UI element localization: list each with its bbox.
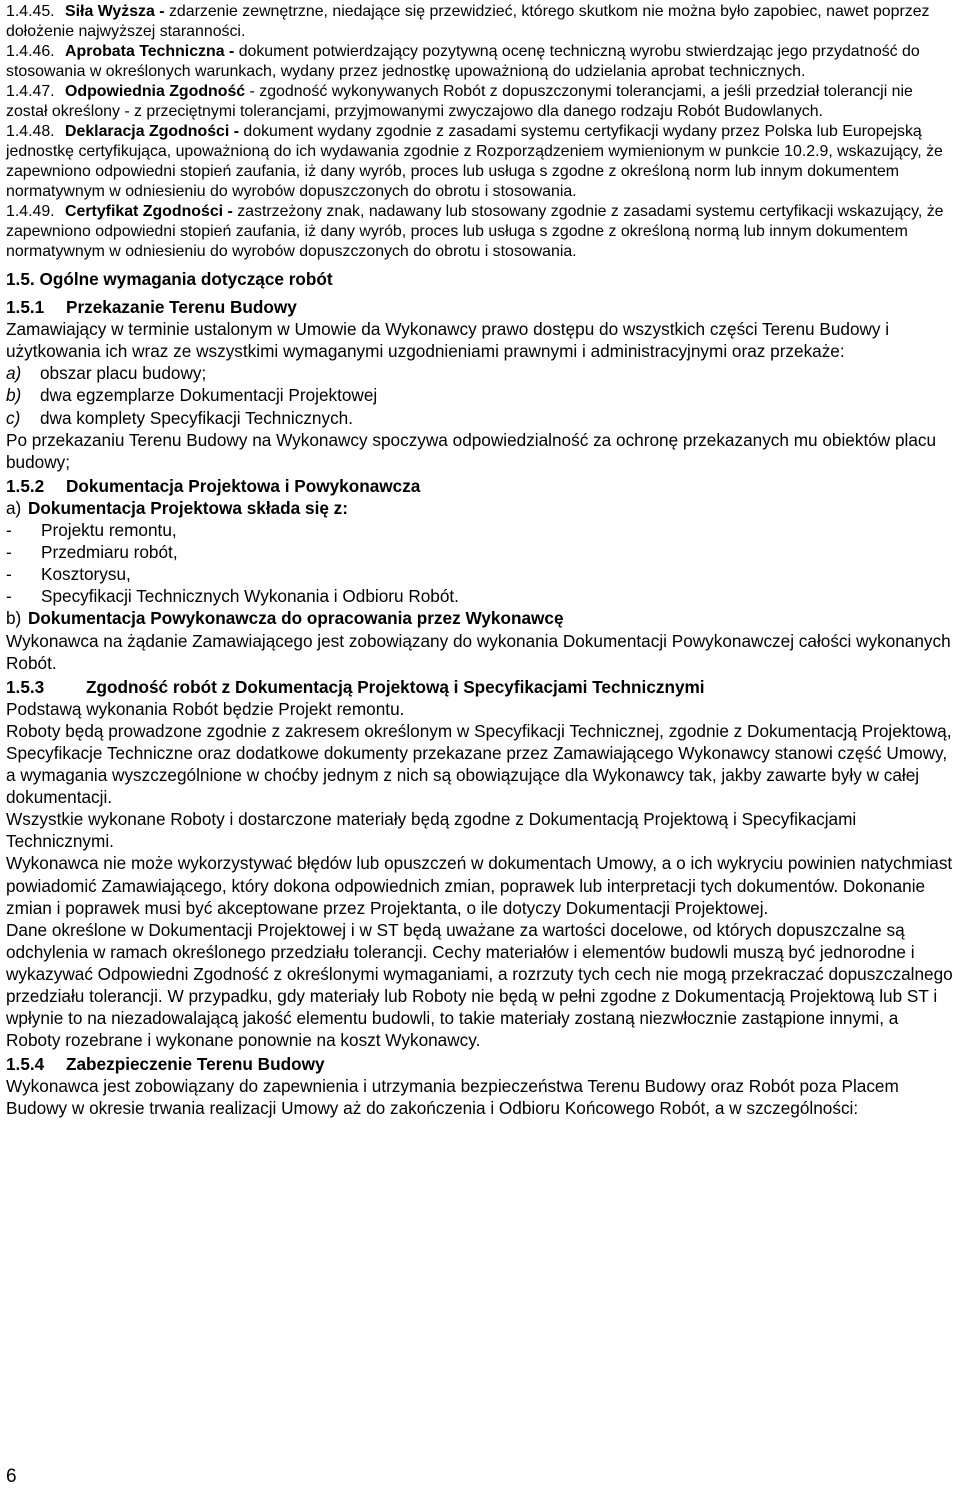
list-text: obszar placu budowy; — [40, 363, 207, 384]
section-number: 1.5.4 — [6, 1054, 45, 1075]
section-title: Zgodność robót z Dokumentacją Projektową i Specyfikacjami Technicznymi — [86, 676, 705, 697]
section-title: Przekazanie Terenu Budowy — [66, 297, 297, 318]
list-label: a) — [6, 363, 22, 384]
list-item — [6, 407, 956, 429]
dash-marker: - — [6, 564, 12, 585]
definition-term: Certyfikat Zgodności - — [65, 203, 233, 220]
list-text: dwa komplety Specyfikacji Technicznych. — [40, 407, 354, 428]
dash-text: Przedmiaru robót, — [41, 542, 178, 563]
subsection-heading — [6, 1053, 956, 1075]
subsection-heading — [6, 296, 956, 318]
dash-item — [6, 563, 956, 585]
paragraph: Wykonawca nie może wykorzystywać błędów lub opuszczeń w dokumentach Umowy, a o ich wykryciu powinien natychmiast powiadomić Zamawiającego, który dokona odpowiednich zmian, poprawek lub interpretacji tych dokumentów. Dokonanie zmian i poprawek musi być akceptowane przez Projektanta, o ile dotyczy Dokumentacji Projektowej. — [6, 853, 953, 918]
definition-item — [6, 82, 956, 122]
dash-text: Kosztorysu, — [41, 564, 131, 585]
list-label: a) — [6, 497, 22, 518]
paragraph: Zamawiający w terminie ustalonym w Umowie da Wykonawcy prawo dostępu do wszystkich części Terenu Budowy i użytkowania ich wraz ze wszystkimi wymaganymi uzgodnieniami prawnymi i administracyjnymi oraz przekaże: — [6, 319, 890, 362]
paragraph: Wszystkie wykonane Roboty i dostarczone materiały będą zgodne z Dokumentacją Projektową i Specyfikacjami Technicznymi. — [6, 809, 857, 852]
section-number: 1.5.2 — [6, 475, 45, 496]
section-heading — [6, 268, 956, 290]
definition-text: - zgodność wykonywanych Robót z dopuszczonymi tolerancjami, a jeśli przedział tolerancji nie został określony - z przeciętnymi tolerancjami, przyjmowanymi zwyczajowo dla danego rodzaju Robót Budowlanych. — [6, 83, 913, 120]
definition-item — [6, 202, 956, 262]
paragraph: Wykonawca jest zobowiązany do zapewnienia i utrzymania bezpieczeństwa Terenu Budowy oraz Robót poza Placem Budowy w okresie trwania realizacji Umowy aż do zakończenia i Odbioru Końcowego Robót, a w szczególności: — [6, 1076, 899, 1119]
definition-term: Odpowiednia Zgodność — [65, 83, 246, 100]
dash-item — [6, 519, 956, 541]
main-sections — [6, 268, 956, 1120]
definition-text: dokument potwierdzający pozytywną ocenę techniczną wyrobu stwierdzając jego przydatność do stosowania w określonych warunkach, wydany przez jednostkę upoważnioną do udzielania aprobat technicznych. — [6, 43, 920, 80]
section-number: 1.5.3 — [6, 676, 45, 697]
paragraph: Po przekazaniu Terenu Budowy na Wykonawcy spoczywa odpowiedzialność za ochronę przekazanych mu obiektów placu budowy; — [6, 429, 937, 472]
dash-marker: - — [6, 520, 12, 541]
paragraph: Wykonawca na żądanie Zamawiającego jest zobowiązany do wykonania Dokumentacji Powykonawczej całości wykonanych Robót. — [6, 630, 951, 673]
page-number: 6 — [6, 1466, 17, 1487]
definition-number: 1.4.49. — [6, 203, 55, 220]
section-title: Dokumentacja Projektowa i Powykonawcza — [66, 475, 421, 496]
list-heading — [6, 607, 956, 629]
section-title: Zabezpieczenie Terenu Budowy — [66, 1054, 325, 1075]
definition-number: 1.4.47. — [6, 83, 55, 100]
definition-term: Aprobata Techniczna - — [65, 43, 235, 60]
list-item — [6, 384, 956, 406]
definition-item — [6, 2, 956, 42]
definition-text: zdarzenie zewnętrzne, niedające się przewidzieć, którego skutkom nie można było zapobiec, nawet poprzez dołożenie najwyższej staranności. — [6, 3, 930, 40]
dash-item — [6, 541, 956, 563]
list-item — [6, 362, 956, 384]
list-label: b) — [6, 385, 22, 406]
document-content — [6, 0, 956, 1120]
paragraph: Roboty będą prowadzone zgodnie z zakresem określonym w Specyfikacji Technicznej, zgodnie z Dokumentacją Projektową, Specyfikacje Techniczne oraz dodatkowe dokumenty przekazane przez Zamawiającego Wykonawcy stanowi część Umowy, a wymagania wyszczególnione w choćby jednym z nich są obowiązujące dla Wykonawcy tak, jakby zawarte były w całej dokumentacji. — [6, 720, 952, 808]
definition-text: dokument wydany zgodnie z zasadami systemu certyfikacji wydany przez Polska lub Europejską jednostkę certyfikująca, upoważnioną do ich wydawania zgodnie z Rozporządzeniem wymienionym w punkcie 10.2.9, wskazujący, że zapewniono odpowiedni stopień zaufania, iż dany wyrób, proces lub usługa s zgodne z określoną norm lub innym dokumentem normatywnym w odniesieniu do wyrobów dopuszczonych do obrotu i stosowania. — [6, 123, 943, 200]
section-number: 1.5.1 — [6, 297, 45, 318]
paragraph: Podstawą wykonania Robót będzie Projekt remontu. — [6, 698, 405, 719]
paragraph: Dane określone w Dokumentacji Projektowej i w ST będą uważane za wartości docelowe, od których dopuszczalne są odchylenia w ramach określonego przedziału tolerancji. Cechy materiałów i elementów budowli muszą być jednorodne i wykazywać Odpowiedni Zgodność z określonymi wymaganiami, a rozrzuty tych cech nie mogą przekraczać dopuszczalnego przedziału tolerancji. W przypadku, gdy materiały lub Roboty nie będą w pełni zgodne z Dokumentacją Projektową lub ST i wpłynie to na niezadowalającą jakość elementu budowli, to takie materiały zostaną niezwłocznie zastąpione innymi, a Roboty rozebrane i wykonane ponownie na koszt Wykonawcy. — [6, 919, 953, 1051]
list-heading-title: Dokumentacja Projektowa składa się z: — [28, 497, 348, 518]
list-text: dwa egzemplarze Dokumentacji Projektowej — [40, 385, 378, 406]
definition-item — [6, 42, 956, 82]
list-label: b) — [6, 608, 22, 629]
dash-marker: - — [6, 542, 12, 563]
definition-text: zastrzeżony znak, nadawany lub stosowany zgodnie z zasadami systemu certyfikacji wskazujący, że zapewniono odpowiedni stopień zaufania, iż dany wyrób, proces lub usługa s zgodne z określoną normą lub innym dokumentem normatywnym w odniesieniu do wyrobów dopuszczonych do obrotu i stosowania. — [6, 203, 944, 260]
list-label: c) — [6, 407, 21, 428]
definition-number: 1.4.46. — [6, 43, 55, 60]
section-number: 1.5. — [6, 269, 35, 289]
subsection-heading — [6, 475, 956, 497]
dash-marker: - — [6, 586, 12, 607]
definitions-list — [6, 2, 956, 262]
dash-text: Projektu remontu, — [41, 520, 177, 541]
subsection-heading — [6, 676, 956, 698]
definition-term: Deklaracja Zgodności - — [65, 123, 239, 140]
definition-number: 1.4.45. — [6, 3, 55, 20]
definition-term: Siła Wyższa - — [65, 3, 165, 20]
list-heading-title: Dokumentacja Powykonawcza do opracowania przez Wykonawcę — [28, 608, 564, 629]
section-title: Ogólne wymagania dotyczące robót — [39, 269, 333, 289]
dash-text: Specyfikacji Technicznych Wykonania i Odbioru Robót. — [41, 586, 459, 607]
definition-item — [6, 122, 956, 202]
dash-item — [6, 585, 956, 607]
list-heading — [6, 497, 956, 519]
definition-number: 1.4.48. — [6, 123, 55, 140]
